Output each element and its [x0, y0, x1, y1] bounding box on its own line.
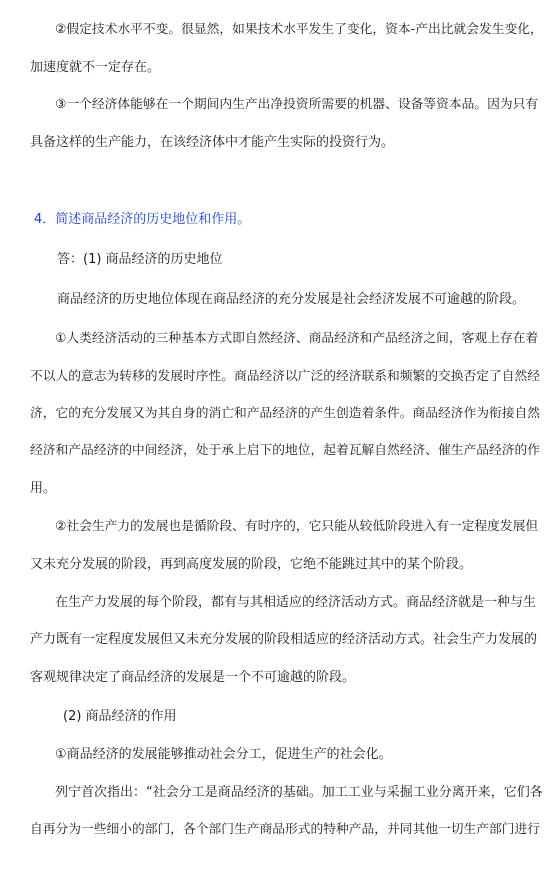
text-line: 又未充分发展的阶段，再到高度发展的阶段，它绝不能跳过其中的某个阶段。 [30, 557, 473, 572]
text-line: 商品经济的历史地位体现在商品经济的充分发展是社会经济发展不可逾越的阶段。 [57, 292, 526, 307]
answer-subheading: (2) 商品经济的作用 [63, 709, 177, 724]
text-line: 客观规律决定了商品经济的发展是一个不可逾越的阶段。 [30, 670, 356, 685]
text-line: 加速度就不一定存在。 [30, 60, 161, 75]
text-line: 具备这样的生产能力，在该经济体中才能产生实际的投资行为。 [30, 135, 395, 150]
text-line: 济，它的充分发展又为其自身的消亡和产品经济的产生创造着条件。商品经济作为衔接自然 [30, 406, 540, 421]
text-line: ②假定技术水平不变。很显然，如果技术水平发生了变化，资本-产出比就会发生变化， [55, 22, 543, 37]
text-line: 不以人的意志为转移的发展时序性。商品经济以广泛的经济联系和频繁的交换否定了自然经 [30, 369, 540, 384]
text-line: 在生产力发展的每个阶段，都有与其相适应的经济活动方式。商品经济就是一种与生 [55, 595, 537, 610]
text-line: 经济和产品经济的中间经济，处于承上启下的地位，起着瓦解自然经济、催生产品经济的作 [30, 443, 540, 458]
text-line: 自再分为一些细小的部门，各个部门生产商品形式的特种产品，并同其他一切生产部门进行 [30, 822, 540, 837]
text-line: 列宁首次指出：“社会分工是商品经济的基础。加工工业与采掘工业分离开来，它们各 [55, 785, 543, 800]
text-line: ①商品经济的发展能够推动社会分工，促进生产的社会化。 [55, 747, 392, 762]
text-line: ③一个经济体能够在一个期间内生产出净投资所需要的机器、设备等资本品。因为只有 [55, 97, 539, 112]
question-heading: 4．简述商品经济的历史地位和作用。 [34, 212, 251, 227]
text-line: 用。 [30, 481, 57, 496]
text-line: 产力既有一定程度发展但又未充分发展的阶段相适应的经济活动方式。社会生产力发展的 [30, 632, 538, 647]
text-line: ②社会生产力的发展也是循阶段、有时序的，它只能从较低阶段进入有一定程度发展但 [55, 519, 539, 534]
answer-subheading: 答：(1) 商品经济的历史地位 [57, 252, 223, 267]
text-line: ①人类经济活动的三种基本方式即自然经济、商品经济和产品经济之间，客观上存在着 [55, 331, 539, 346]
